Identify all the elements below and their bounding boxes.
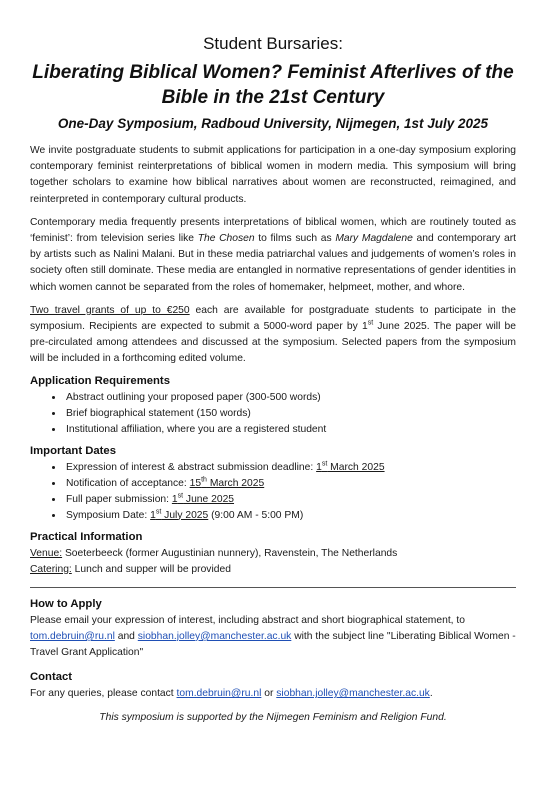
p2-text-a: Contemporary media frequently presents interpretations of biblical women, which are routinely touted as ‘feminist’: from television series like	[30, 216, 516, 245]
date-value	[316, 462, 384, 473]
p3-sup: st	[367, 319, 374, 327]
list-item	[64, 476, 516, 492]
contact-text-b: or	[261, 688, 277, 700]
contact-paragraph	[30, 686, 516, 702]
apply-text-a: Please email your expression of interest, including abstract and short biographical statement, to	[30, 614, 465, 626]
email-link-tom[interactable]: tom.debruin@ru.nl	[176, 688, 262, 700]
contact-heading: Contact	[30, 671, 73, 684]
email-link-siobhan[interactable]: siobhan.jolley@manchester.ac.uk	[276, 688, 430, 700]
date-sup: st	[321, 460, 328, 468]
date-rest: March 2025	[206, 477, 265, 489]
list-item	[64, 508, 516, 524]
p3-text-a: each are available for postgraduate students to participate in the symposium. Recipients are expected to submit a 5000-word paper by 1	[30, 304, 516, 333]
p3-text-b: June 2025. The paper will be pre-circulated among attendees and discussed at the symposium. Selected papers from the symposium will be included in a forthcoming edited volume.	[30, 321, 516, 365]
funding-footer: This symposium is supported by the Nijmegen Feminism and Religion Fund.	[99, 712, 447, 724]
date-day: 15	[189, 477, 202, 489]
apply-text-b: and	[114, 630, 138, 642]
apply-paragraph	[30, 613, 516, 662]
date-value	[190, 478, 265, 489]
apply-text-c: with the subject line "Liberating Biblical Women - Travel Grant Application"	[30, 630, 516, 659]
date-label: Symposium Date:	[66, 509, 151, 521]
date-value	[150, 510, 208, 521]
travel-grant-highlight: Two travel grants of up to €250	[30, 304, 190, 316]
list-item: • Brief biographical statement (150 words)	[64, 406, 516, 422]
contact-text-a: For any queries, please contact	[30, 688, 177, 700]
date-sup: st	[177, 492, 184, 500]
symposium-subtitle: One-Day Symposium, Radboud University, Nijmegen, 1st July 2025	[57, 116, 489, 131]
date-day: 1	[150, 509, 156, 521]
date-label: Full paper submission:	[66, 493, 172, 505]
date-label: Expression of interest & abstract submission deadline:	[66, 461, 317, 473]
venue-text: Soeterbeeck (former Augustinian nunnery), Ravenstein, The Netherlands	[62, 547, 398, 559]
catering-text: Lunch and supper will be provided	[71, 563, 231, 575]
requirements-heading: Application Requirements	[30, 374, 170, 387]
date-value	[172, 494, 234, 505]
email-link-siobhan[interactable]: siobhan.jolley@manchester.ac.uk	[137, 630, 292, 642]
date-note: (9:00 AM - 5:00 PM)	[208, 509, 304, 521]
film-title: Mary Magdalene	[335, 233, 413, 245]
requirements-list	[30, 390, 516, 438]
date-label: Notification of acceptance:	[66, 477, 190, 489]
p2-text-c: and contemporary art by artists such as Nalini Malani. But in these media patriarchal values and judgements of women’s roles in society often still dominate. These media are entangled in normative representations of gender identities in which women cannot be separated from the roles of homemaker, helpmeet, mother, and whore.	[30, 233, 516, 293]
catering-label: Catering:	[30, 563, 72, 575]
intro-paragraph-1: We invite postgraduate students to submit applications for participation in a one-day symposium exploring contemporary feminist reinterpretations of biblical women in modern media. This symposium will bring together scholars to examine how biblical narratives about women are reconstructed, reimagined, and reinterpreted in contemporary cultural products.	[30, 145, 516, 205]
p2-text-b: to films such as	[254, 233, 336, 245]
date-day: 1	[316, 461, 322, 473]
date-rest: July 2025	[161, 509, 209, 521]
list-item: • Abstract outlining your proposed paper (300-500 words)	[64, 390, 516, 406]
dates-list	[30, 460, 516, 524]
apply-heading: How to Apply	[30, 597, 102, 610]
list-item: • Institutional affiliation, where you are a registered student	[64, 422, 516, 438]
contact-text-c: .	[429, 688, 433, 700]
date-sup: th	[201, 476, 207, 484]
dates-heading: Important Dates	[30, 444, 116, 457]
show-title: The Chosen	[197, 233, 255, 245]
date-sup: st	[155, 508, 162, 516]
date-day: 1	[171, 493, 178, 505]
list-item	[64, 460, 516, 476]
practical-heading: Practical Information	[30, 530, 143, 543]
date-rest: June 2025	[183, 493, 235, 505]
list-item	[64, 492, 516, 508]
symposium-title: Liberating Biblical Women? Feminist Afterlives of the Bible in the 21st Century	[32, 62, 514, 108]
date-rest: March 2025	[327, 461, 385, 473]
intro-paragraph-3	[30, 303, 516, 368]
intro-paragraph-2	[30, 215, 516, 296]
catering-line	[30, 562, 516, 578]
kicker-heading: Student Bursaries:	[203, 34, 343, 53]
venue-line	[30, 546, 516, 562]
section-divider	[30, 587, 516, 588]
venue-label: Venue:	[30, 547, 63, 559]
email-link-tom[interactable]: tom.debruin@ru.nl	[30, 630, 115, 642]
